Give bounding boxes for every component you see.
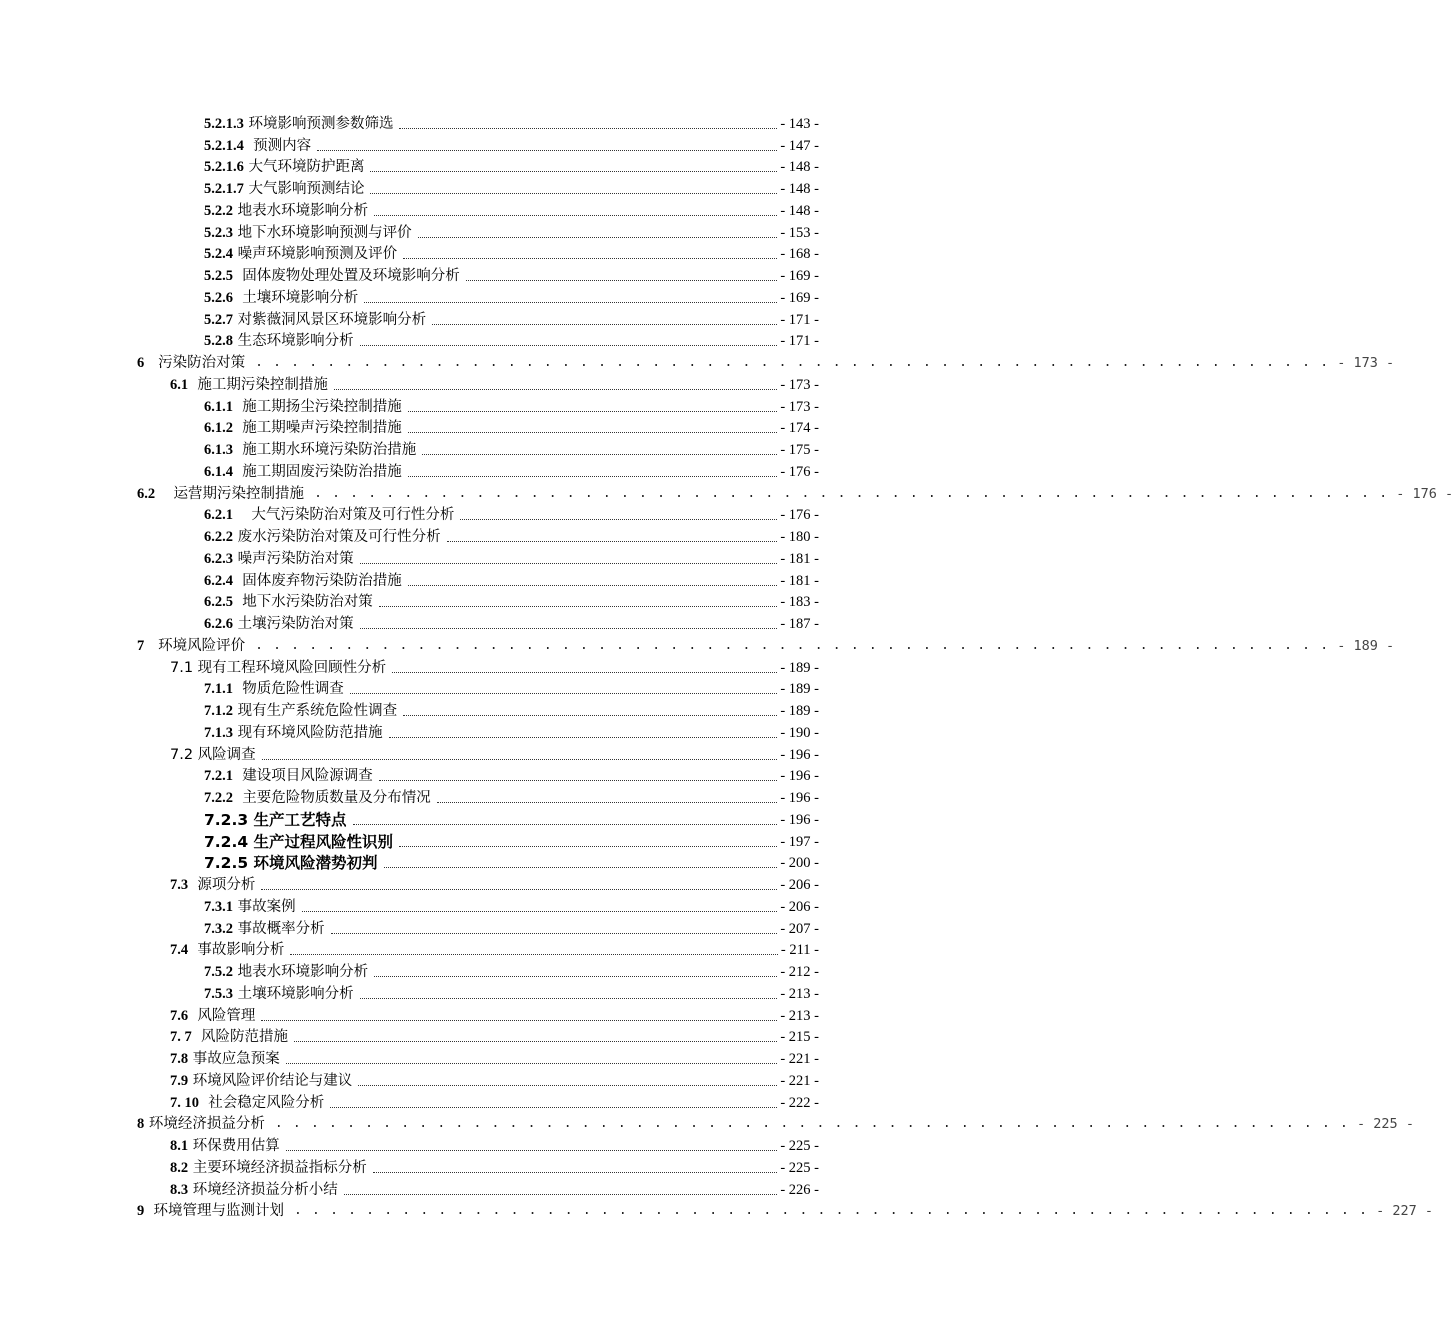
table-of-contents [0,111,1453,1220]
toc-entry[interactable] [0,307,950,329]
dot-leader [374,966,777,977]
dot-leader [286,1053,778,1064]
toc-entry-number: 5.2.4 [204,246,233,263]
toc-entry-page: - 196 - [780,790,819,806]
dot-leader [358,1075,777,1086]
toc-entry-number: 8.3 [170,1181,189,1198]
toc-entry[interactable] [0,894,950,916]
toc-entry-page: - 187 - [780,616,819,632]
toc-entry-title: 大气环境防护距离 [243,159,365,176]
dot-leader [317,140,777,151]
toc-entry-title: 环境经济损益分析 [144,1116,265,1133]
toc-entry[interactable] [0,263,950,285]
toc-entry-title: 物质危险性调查 [233,681,344,698]
dot-leader [418,227,778,238]
dot-leader [286,1140,778,1151]
toc-entry-title: 环保费用估算 [188,1138,280,1154]
toc-entry[interactable] [0,938,950,960]
toc-entry[interactable] [0,742,950,764]
toc-entry[interactable] [0,1133,950,1155]
toc-entry[interactable] [0,568,950,590]
toc-entry[interactable] [0,1025,950,1047]
dot-leader: . . . . . . . . . . . . . . . . . . . . . . . . . . . . . . . . . . . . . . . . . . . . . . . . . . . . . . . . . . . . [255,355,1330,370]
toc-entry-number: 5.2.8 [204,333,233,350]
dot-leader [350,683,778,694]
toc-entry-title: 施工期水环境污染防治措施 [233,442,417,458]
toc-entry-page: - 147 - [780,137,819,154]
toc-entry-number: 6.2.6 [204,616,233,632]
toc-entry-number: 6.2 [137,485,156,502]
toc-entry[interactable] [0,1177,950,1199]
toc-entry[interactable] [0,1003,950,1025]
toc-entry[interactable] [0,242,950,264]
toc-entry-number: 7.2 [170,746,194,763]
toc-entry-title: 风险管理 [188,1007,256,1024]
toc-entry-number: 7.3.1 [204,898,233,915]
toc-entry[interactable] [0,1068,950,1090]
toc-entry-title: 污染防治对策 [144,355,246,371]
toc-entry-number: 7.1 [170,659,194,676]
dot-leader [360,988,778,999]
dot-leader [330,1097,777,1108]
dot-leader [379,596,778,607]
dot-leader [437,792,778,803]
toc-entry[interactable] [0,590,950,612]
toc-entry-page: - 196 - [780,811,819,828]
toc-entry[interactable] [0,981,950,1003]
toc-entry-title: 运营期污染控制措施 [155,485,305,502]
toc-entry-page: - 143 - [780,115,819,132]
toc-entry-number: 7.3 [170,877,189,893]
toc-entry[interactable] [0,1090,950,1112]
toc-entry[interactable] [0,851,950,873]
dot-leader [399,836,777,847]
dot-leader [334,379,777,390]
toc-entry-number: 5.2.1.4 [204,137,244,154]
dot-leader [344,1184,778,1195]
toc-entry-page: - 200 - [780,855,819,872]
toc-entry-number: 6.2.1 [204,507,233,524]
toc-entry-title: 施工期噪声污染控制措施 [233,420,402,437]
toc-entry-page: - 225 - [1357,1116,1414,1133]
toc-entry-title: 噪声污染防治对策 [233,550,354,567]
toc-entry-number: 7.1.2 [204,703,233,719]
dot-leader [408,466,778,477]
toc-entry-title: 预测内容 [243,137,312,154]
dot-leader [447,531,778,542]
toc-entry[interactable] [0,329,950,351]
toc-entry[interactable] [0,1199,1434,1221]
toc-entry-page: - 189 - [1337,637,1395,654]
dot-leader [294,1031,777,1042]
toc-entry-page: - 206 - [780,898,819,915]
toc-entry-title: 土壤环境影响分析 [233,985,354,1002]
toc-entry-page: - 148 - [780,202,819,219]
toc-entry[interactable] [0,546,950,568]
dot-leader [403,248,777,259]
toc-entry[interactable] [0,1155,950,1177]
toc-entry-page: - 221 - [780,1072,819,1089]
dot-leader: . . . . . . . . . . . . . . . . . . . . . . . . . . . . . . . . . . . . . . . . . . . . . . . . . . . . . . . . . . . . [314,485,1389,501]
dot-leader: . . . . . . . . . . . . . . . . . . . . . . . . . . . . . . . . . . . . . . . . . . . . . . . . . . . . . . . . . . . . [293,1203,1369,1219]
toc-entry-title: 事故概率分析 [233,920,325,937]
dot-leader [370,183,777,194]
dot-leader [408,422,778,433]
toc-entry-page: - 221 - [780,1051,819,1067]
dot-leader [379,770,778,781]
toc-entry-title: 主要危险物质数量及分布情况 [233,790,431,806]
toc-entry[interactable] [0,133,950,155]
toc-entry-page: - 215 - [780,1029,819,1046]
dot-leader [360,553,778,564]
toc-entry[interactable] [0,633,1395,655]
toc-entry[interactable] [0,677,950,699]
dot-leader [384,857,778,868]
toc-entry[interactable] [0,394,950,416]
toc-entry[interactable] [0,655,950,677]
toc-entry[interactable] [0,524,950,546]
toc-entry-number: 7.2.2 [204,790,233,806]
toc-entry-page: - 180 - [780,529,819,545]
toc-entry-page: - 148 - [780,159,819,176]
toc-entry-page: - 212 - [780,964,819,980]
toc-entry-page: - 196 - [780,768,819,785]
toc-entry[interactable] [0,459,950,481]
toc-entry-page: - 206 - [780,877,819,893]
toc-entry-title: 事故案例 [233,898,296,915]
toc-entry-number: 7.9 [170,1072,189,1089]
toc-entry-title: 固体废弃物污染防治措施 [233,572,402,589]
toc-entry-page: - 173 - [780,376,819,393]
toc-entry-title: 废水污染防治对策及可行性分析 [233,529,441,545]
toc-entry[interactable] [0,437,950,459]
toc-entry-number: 5.2.1.6 [204,159,244,176]
toc-entry-page: - 197 - [780,833,819,850]
toc-entry-number: 7.2.4 [204,832,249,851]
toc-entry-title: 风险防范措施 [191,1029,288,1046]
toc-entry-number: 7.3.2 [204,920,233,937]
toc-entry-page: - 148 - [780,181,819,197]
toc-entry-page: - 153 - [780,224,819,241]
toc-entry-page: - 189 - [780,681,819,698]
toc-entry-title: 大气污染防治对策及可行性分析 [233,507,455,524]
toc-entry[interactable] [0,916,950,938]
toc-entry-title: 环境风险评价 [144,637,246,654]
toc-entry-page: - 211 - [780,942,819,959]
toc-entry-number: 5.2.3 [204,224,233,241]
toc-entry-page: - 181 - [780,572,819,589]
toc-entry-page: - 213 - [780,1007,819,1024]
toc-entry-title: 社会稳定风险分析 [199,1094,325,1111]
toc-entry-page: - 174 - [780,420,819,437]
toc-entry-title: 施工期污染控制措施 [188,376,328,393]
dot-leader [373,1162,778,1173]
toc-entry[interactable] [0,785,950,807]
toc-entry-title: 对紫薇洞风景区环境影响分析 [233,311,427,328]
toc-entry-number: 6.2.3 [204,550,233,567]
dot-leader: . . . . . . . . . . . . . . . . . . . . . . . . . . . . . . . . . . . . . . . . . . . . . . . . . . . . . . . . . . . . [274,1116,1350,1132]
toc-entry-number: 7.5.3 [204,985,233,1002]
dot-leader: . . . . . . . . . . . . . . . . . . . . . . . . . . . . . . . . . . . . . . . . . . . . . . . . . . . . . . . . . . . . [255,637,1330,653]
toc-entry-number: 6.2.5 [204,594,233,611]
toc-entry[interactable] [0,416,950,438]
toc-entry-page: - 171 - [780,333,819,350]
dot-leader [262,749,778,760]
toc-entry-number: 8.2 [170,1159,189,1176]
dot-leader [466,270,778,281]
dot-leader [302,901,778,912]
toc-entry-title: 现有工程环境风险回顾性分析 [193,659,387,676]
toc-entry-title: 施工期固废污染防治措施 [233,463,402,480]
toc-entry-page: - 171 - [780,311,819,328]
toc-entry-number: 8.1 [170,1138,189,1154]
toc-entry-title: 事故应急预案 [188,1051,280,1067]
dot-leader [408,401,778,412]
dot-leader [392,662,777,673]
toc-entry-title: 主要环境经济损益指标分析 [188,1159,367,1176]
toc-entry-page: - 226 - [780,1181,819,1198]
toc-entry[interactable] [0,1112,1414,1134]
dot-leader [408,575,778,586]
toc-entry-number: 6.1.2 [204,420,233,437]
toc-entry-page: - 222 - [780,1094,819,1111]
toc-entry[interactable] [0,807,950,829]
toc-entry-page: - 168 - [780,246,819,263]
toc-entry-page: - 190 - [780,724,819,741]
toc-entry-page: - 189 - [780,659,819,676]
toc-entry-number: 7.4 [170,942,189,959]
toc-entry-page: - 183 - [780,594,819,611]
toc-entry[interactable] [0,1046,950,1068]
toc-entry-page: - 176 - [780,507,819,524]
dot-leader [460,509,777,520]
toc-entry-title: 现有环境风险防范措施 [233,724,383,741]
toc-entry[interactable] [0,698,950,720]
dot-leader [364,292,777,303]
toc-entry-title: 生产工艺特点 [248,810,347,829]
toc-entry-title: 风险调查 [193,746,256,763]
toc-entry-page: - 173 - [1337,355,1395,371]
toc-entry[interactable] [0,176,950,198]
toc-entry[interactable] [0,959,950,981]
toc-entry-title: 源项分析 [188,877,256,893]
toc-entry[interactable] [0,350,1395,372]
toc-entry-number: 6 [137,355,145,371]
toc-entry-number: 7. 7 [170,1029,192,1046]
toc-entry-page: - 227 - [1376,1203,1434,1220]
dot-leader [360,618,778,629]
toc-entry-page: - 196 - [780,746,819,763]
toc-entry-number: 7.2.1 [204,768,233,785]
toc-entry[interactable] [0,155,950,177]
toc-entry[interactable] [0,285,950,307]
toc-entry[interactable] [0,829,950,851]
toc-entry-number: 7.1.3 [204,724,233,741]
toc-entry-page: - 207 - [780,920,819,937]
toc-entry[interactable] [0,220,950,242]
toc-entry-page: - 189 - [780,703,819,719]
toc-entry-number: 5.2.7 [204,311,233,328]
toc-entry[interactable] [0,764,950,786]
toc-entry-number: 7.6 [170,1007,189,1024]
toc-entry-number: 6.1 [170,376,189,393]
dot-leader [422,444,777,455]
dot-leader [353,814,778,825]
toc-entry-number: 7.2.3 [204,810,249,829]
toc-entry[interactable] [0,720,950,742]
toc-entry-page: - 181 - [780,550,819,567]
dot-leader [399,118,777,129]
toc-entry-number: 6.2.2 [204,529,233,545]
toc-entry-title: 大气影响预测结论 [243,181,365,197]
dot-leader [360,335,778,346]
toc-entry-number: 7. 10 [170,1094,199,1111]
dot-leader [370,161,777,172]
toc-entry-title: 建设项目风险源调查 [233,768,373,785]
toc-entry-number: 7 [137,637,145,654]
toc-entry-number: 8 [137,1116,145,1133]
toc-entry-number: 5.2.5 [204,268,233,284]
toc-entry-number: 5.2.1.7 [204,181,244,197]
toc-entry[interactable] [0,111,950,133]
toc-entry-title: 固体废物处理处置及环境影响分析 [233,268,460,284]
toc-entry-title: 地下水污染防治对策 [233,594,373,611]
dot-leader [261,1010,777,1021]
dot-leader [403,705,777,716]
toc-entry-number: 6.1.3 [204,442,233,458]
toc-entry[interactable] [0,872,950,894]
dot-leader [432,314,777,325]
toc-entry-number: 7.8 [170,1051,189,1067]
toc-entry-title: 现有生产系统危险性调查 [233,703,398,719]
toc-entry-title: 生产过程风险性识别 [248,832,394,851]
toc-entry-number: 7.2.5 [204,854,249,873]
toc-entry-number: 6.1.4 [204,463,233,480]
toc-entry-title: 地表水环境影响分析 [233,202,369,219]
toc-entry-page: - 176 - [1396,485,1453,502]
toc-entry[interactable] [0,372,950,394]
toc-entry-number: 7.5.2 [204,964,233,980]
dot-leader [290,944,778,955]
toc-entry-title: 事故影响分析 [188,942,285,959]
toc-entry[interactable] [0,481,1453,503]
toc-entry[interactable] [0,198,950,220]
toc-entry-number: 5.2.6 [204,289,233,306]
toc-entry-page: - 213 - [780,985,819,1002]
toc-entry-title: 环境风险潜势初判 [248,854,378,873]
toc-entry-number: 7.1.1 [204,681,233,698]
toc-entry-title: 环境管理与监测计划 [144,1203,284,1220]
toc-entry-title: 生态环境影响分析 [233,333,354,350]
toc-entry-title: 地下水环境影响预测与评价 [233,224,412,241]
toc-entry-title: 噪声环境影响预测及评价 [233,246,398,263]
toc-entry-title: 土壤环境影响分析 [233,289,359,306]
toc-entry-number: 9 [137,1203,145,1220]
toc-entry-page: - 175 - [780,442,819,458]
toc-entry-page: - 176 - [780,463,819,480]
dot-leader [331,923,778,934]
toc-entry-number: 6.2.4 [204,572,233,589]
dot-leader [389,727,778,738]
toc-entry-title: 环境风险评价结论与建议 [188,1072,353,1089]
toc-entry-page: - 173 - [780,398,819,415]
dot-leader [261,879,777,890]
toc-entry-number: 5.2.1.3 [204,115,244,132]
toc-entry-page: - 169 - [780,289,819,306]
toc-entry-title: 施工期扬尘污染控制措施 [233,398,402,415]
toc-entry-number: 6.1.1 [204,398,233,415]
dot-leader [374,205,777,216]
toc-entry-title: 环境影响预测参数筛选 [243,115,394,132]
toc-entry-title: 环境经济损益分析小结 [188,1181,338,1198]
toc-entry-page: - 225 - [780,1138,819,1154]
toc-entry[interactable] [0,503,950,525]
toc-entry-number: 5.2.2 [204,202,233,219]
toc-entry-title: 地表水环境影响分析 [233,964,369,980]
toc-entry[interactable] [0,611,950,633]
toc-entry-page: - 225 - [780,1159,819,1176]
toc-entry-title: 土壤污染防治对策 [233,616,354,632]
toc-entry-page: - 169 - [780,268,819,284]
